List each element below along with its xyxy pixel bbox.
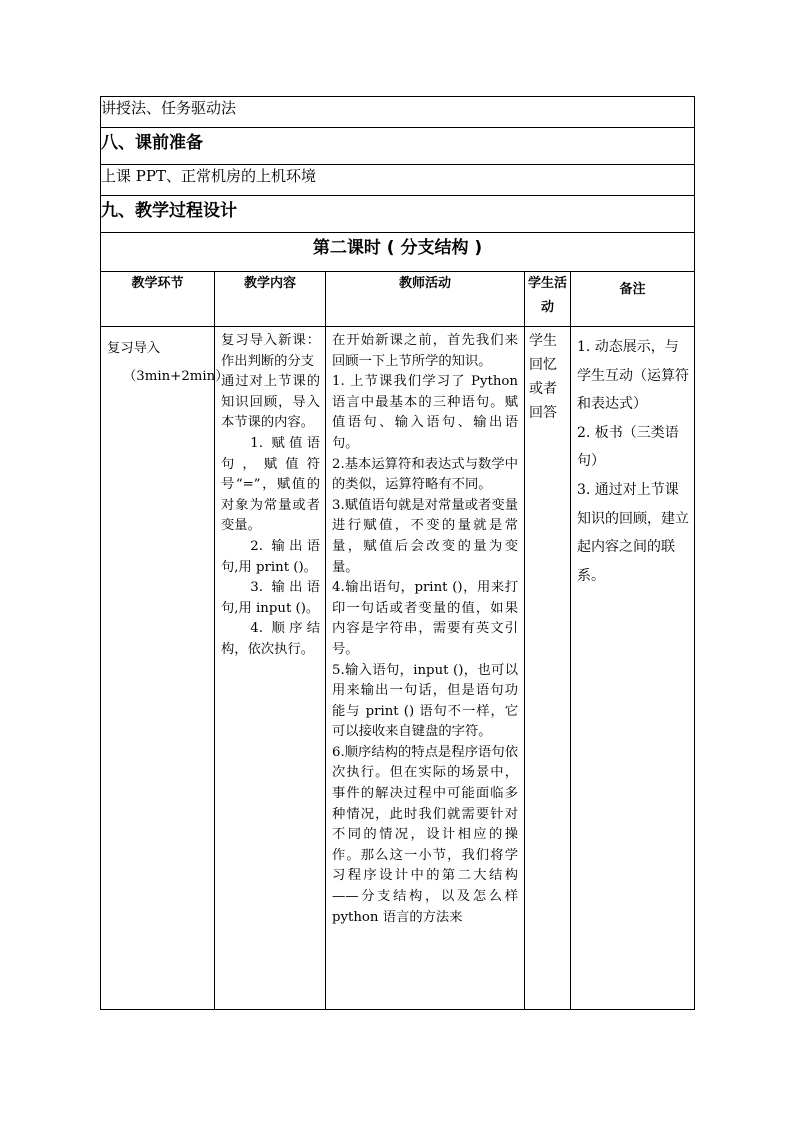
student-activity-cell bbox=[525, 327, 571, 1010]
teacher-paragraph: 6.顺序结构的特点是程序语句依次执行。但在实际的场景中，事件的解决过程中可能面临多种情况，此时我们就需要针对不同的情况，设计相应的操作。那么这一小节，我们将学习程序设计中的第二大结构——分支结构，以及怎么样 python 语言的方法来 bbox=[332, 744, 518, 925]
teacher-paragraph: 4.输出语句，print ()，用来打印一句话或者变量的值，如果内容是字符串，需要有英文引号。 bbox=[332, 580, 518, 657]
notes-paragraph: 1. 动态展示，与学生互动（运算符和表达式） bbox=[577, 339, 689, 413]
notes-paragraph: 2. 板书（三类语句） bbox=[577, 424, 679, 470]
stage-cell bbox=[101, 327, 229, 1010]
content-paragraph: 通过对上节课的知识回顾，导入本节课的内容。 bbox=[221, 374, 320, 431]
teacher-paragraph: 在开始新课之前，首先我们来回顾一下上节所学的知识。 bbox=[332, 333, 518, 369]
column-header-stage: 教学环节 bbox=[101, 272, 215, 327]
content-paragraph: 2. 输出语句,用 print ()。 bbox=[221, 538, 320, 575]
teacher-paragraph: 5.输入语句，input ()，也可以用来输出一句话，但是语句功能与 print () 语句不一样，它可以接收来自键盘的字符。 bbox=[332, 662, 518, 740]
preparation-text: 上课 PPT、正常机房的上机环境 bbox=[101, 165, 695, 196]
lesson-plan-table bbox=[100, 96, 695, 1010]
section-9-heading: 九、教学过程设计 bbox=[101, 196, 695, 233]
stage-name: 复习导入 bbox=[107, 341, 161, 356]
lesson-title: 第二课时 ( 分支结构 ) bbox=[101, 233, 695, 272]
teacher-paragraph: 3.赋值语句就是对常量或者变量进行赋值，不变的量就是常量，赋值后会改变的量为变量。 bbox=[332, 497, 518, 575]
notes-cell bbox=[571, 327, 695, 1010]
section-8-heading: 八、课前准备 bbox=[101, 128, 695, 165]
content-paragraph: 1. 赋值语句，赋值符号“=”，赋值的对象为常量或者变量。 bbox=[221, 435, 320, 534]
content-cell bbox=[215, 327, 326, 1010]
column-header-content: 教学内容 bbox=[215, 272, 326, 327]
teacher-paragraph: 2.基本运算符和表达式与数学中的类似，运算符略有不同。 bbox=[332, 456, 518, 493]
content-paragraph: 复习导入新课：作出判断的分支 bbox=[221, 333, 320, 369]
teacher-paragraph: 1. 上节课我们学习了 Python 语言中最基本的三种语句。赋值语句、输入语句、输出语句。 bbox=[332, 374, 518, 451]
content-paragraph: 4. 顺序结构，依次执行。 bbox=[221, 621, 320, 657]
stage-time: （3min+2min） bbox=[123, 369, 229, 384]
teacher-activity-cell bbox=[326, 327, 525, 1010]
lesson-plan-page bbox=[100, 96, 694, 1010]
column-header-notes: 备注 bbox=[571, 272, 695, 327]
column-header-student-activity: 学生活动 bbox=[525, 272, 571, 327]
column-header-teacher-activity: 教师活动 bbox=[326, 272, 525, 327]
teaching-methods-text: 讲授法、任务驱动法 bbox=[101, 97, 695, 128]
notes-paragraph: 3. 通过对上节课知识的回顾，建立起内容之间的联系。 bbox=[577, 481, 689, 584]
student-activity-text: 学生回忆或者回答 bbox=[529, 333, 557, 421]
content-paragraph: 3. 输出语句,用 input ()。 bbox=[221, 580, 320, 616]
